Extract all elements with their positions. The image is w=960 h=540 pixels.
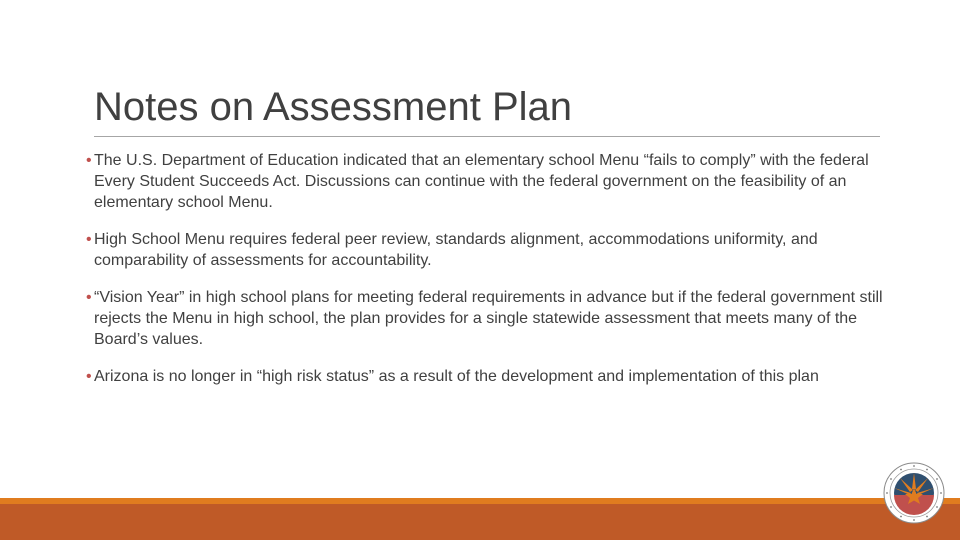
bullet-text: High School Menu requires federal peer review, standards alignment, accommodations uniformity, and comparability of assessments for accountability.	[94, 231, 818, 269]
bullet-item	[86, 287, 886, 350]
arizona-board-of-education-seal-icon	[883, 462, 945, 524]
bullet-item	[86, 150, 886, 213]
bullet-item	[86, 366, 886, 387]
bullet-text: Arizona is no longer in “high risk status” as a result of the development and implementation of this plan	[94, 368, 819, 385]
bullet-text: “Vision Year” in high school plans for meeting federal requirements in advance but if the federal government still rejects the Menu in high school, the plan provides for a single statewide assessment that meets many of the Board’s values.	[94, 289, 883, 348]
bullet-item	[86, 229, 886, 271]
slide-title: Notes on Assessment Plan	[94, 85, 573, 129]
bullet-list	[86, 150, 886, 403]
bullet-icon: •	[86, 289, 92, 306]
bullet-icon: •	[86, 231, 92, 248]
bullet-icon: •	[86, 368, 92, 385]
bullet-text: The U.S. Department of Education indicated that an elementary school Menu “fails to comply” with the federal Every Student Succeeds Act. Discussions can continue with the federal government on the feasibility of an elementary school Menu.	[94, 152, 869, 211]
title-divider	[94, 136, 880, 137]
bullet-icon: •	[86, 152, 92, 169]
footer-band-dark	[0, 504, 960, 540]
